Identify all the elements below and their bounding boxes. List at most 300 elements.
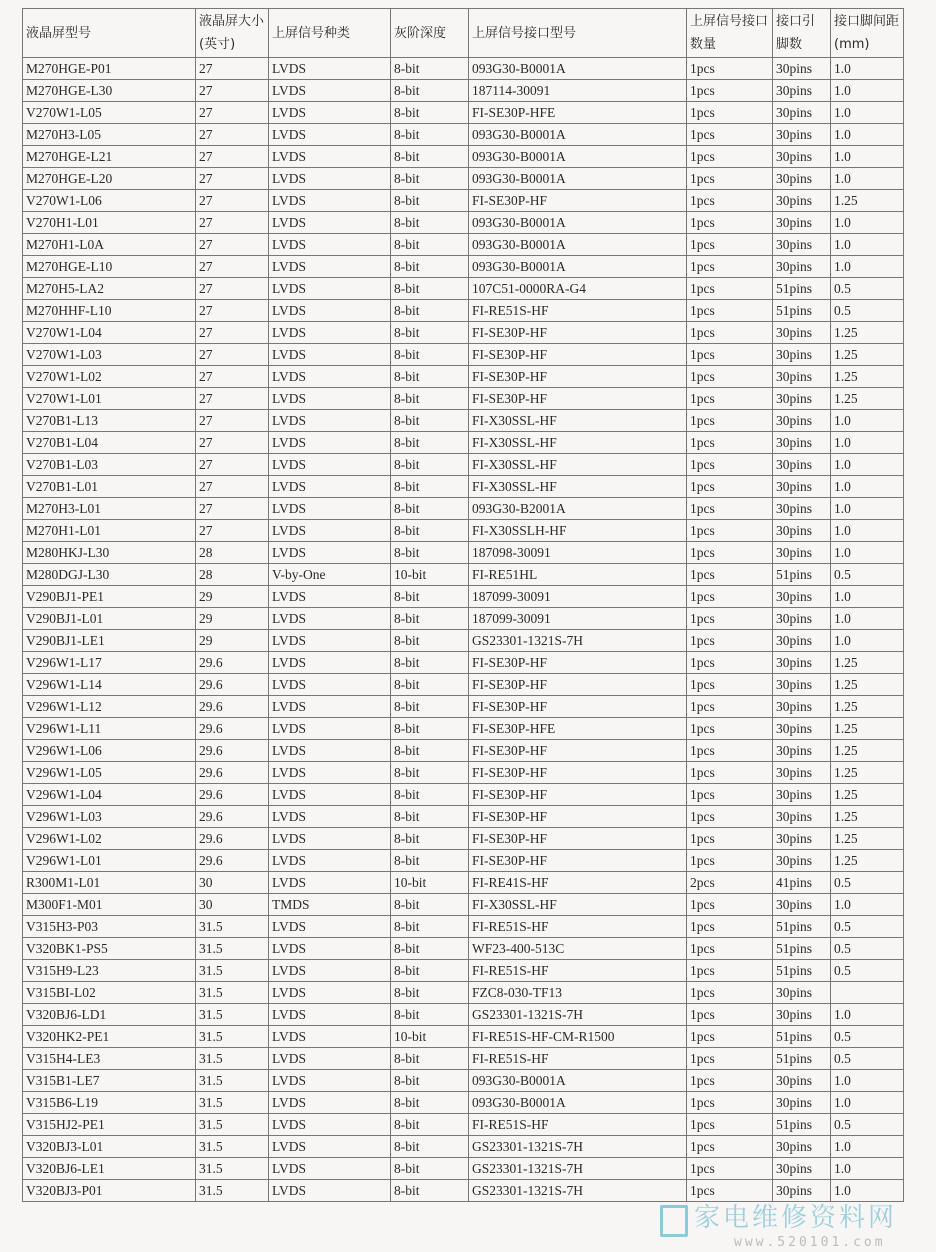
cell-pin-count: 30pins	[773, 234, 831, 256]
table-header	[23, 9, 904, 58]
cell-connector-count: 1pcs	[687, 784, 773, 806]
cell-pin-count: 30pins	[773, 542, 831, 564]
cell-gray-depth: 8-bit	[391, 1180, 469, 1202]
cell-size: 27	[196, 300, 269, 322]
cell-connector-model: FI-RE51S-HF	[469, 916, 687, 938]
cell-model: M270HGE-L20	[23, 168, 196, 190]
cell-gray-depth: 8-bit	[391, 498, 469, 520]
table-row	[23, 740, 904, 762]
cell-signal-type: LVDS	[269, 1092, 391, 1114]
cell-pin-pitch: 1.25	[831, 366, 904, 388]
cell-pin-pitch: 1.25	[831, 828, 904, 850]
cell-connector-count: 1pcs	[687, 652, 773, 674]
cell-model: V270W1-L03	[23, 344, 196, 366]
cell-signal-type: V-by-One	[269, 564, 391, 586]
table-row	[23, 1092, 904, 1114]
cell-connector-model: FI-SE30P-HF	[469, 762, 687, 784]
cell-signal-type: LVDS	[269, 1026, 391, 1048]
cell-signal-type: LVDS	[269, 190, 391, 212]
logo-name: 家电维修资料网	[694, 1203, 898, 1233]
cell-model: V296W1-L02	[23, 828, 196, 850]
cell-size: 29	[196, 586, 269, 608]
cell-connector-count: 1pcs	[687, 146, 773, 168]
cell-connector-count: 1pcs	[687, 828, 773, 850]
cell-pin-pitch: 0.5	[831, 1048, 904, 1070]
cell-pin-count: 30pins	[773, 256, 831, 278]
cell-pin-pitch: 0.5	[831, 1114, 904, 1136]
cell-size: 27	[196, 432, 269, 454]
cell-model: M270HGE-L21	[23, 146, 196, 168]
cell-model: V315HJ2-PE1	[23, 1114, 196, 1136]
cell-signal-type: LVDS	[269, 608, 391, 630]
cell-connector-model: FI-SE30P-HF	[469, 674, 687, 696]
cell-pin-pitch: 1.0	[831, 234, 904, 256]
header-pin-count: 接口引脚数	[773, 9, 831, 58]
cell-connector-count: 1pcs	[687, 234, 773, 256]
cell-pin-pitch: 1.0	[831, 1092, 904, 1114]
table-row	[23, 344, 904, 366]
cell-gray-depth: 8-bit	[391, 168, 469, 190]
cell-pin-pitch: 0.5	[831, 938, 904, 960]
cell-model: V320BJ6-LE1	[23, 1158, 196, 1180]
logo-url: www.520101.com	[734, 1235, 886, 1250]
table-row	[23, 652, 904, 674]
cell-pin-count: 51pins	[773, 960, 831, 982]
cell-connector-model: 093G30-B0001A	[469, 58, 687, 80]
cell-connector-model: FI-SE30P-HF	[469, 784, 687, 806]
cell-model: M280DGJ-L30	[23, 564, 196, 586]
cell-connector-model: 187099-30091	[469, 586, 687, 608]
cell-size: 31.5	[196, 982, 269, 1004]
cell-signal-type: LVDS	[269, 234, 391, 256]
table-row	[23, 718, 904, 740]
cell-connector-count: 1pcs	[687, 586, 773, 608]
table-row	[23, 608, 904, 630]
cell-pin-pitch: 1.0	[831, 102, 904, 124]
cell-pin-pitch: 1.0	[831, 256, 904, 278]
cell-pin-count: 51pins	[773, 564, 831, 586]
cell-size: 27	[196, 520, 269, 542]
cell-model: V315H9-L23	[23, 960, 196, 982]
cell-size: 31.5	[196, 960, 269, 982]
cell-connector-model: 093G30-B0001A	[469, 146, 687, 168]
cell-gray-depth: 8-bit	[391, 586, 469, 608]
cell-connector-model: WF23-400-513C	[469, 938, 687, 960]
cell-connector-model: GS23301-1321S-7H	[469, 1158, 687, 1180]
cell-gray-depth: 8-bit	[391, 762, 469, 784]
table-row	[23, 256, 904, 278]
table-row	[23, 146, 904, 168]
cell-connector-model: FI-RE51S-HF	[469, 1048, 687, 1070]
table-row	[23, 366, 904, 388]
cell-connector-model: FI-X30SSL-HF	[469, 454, 687, 476]
cell-pin-count: 30pins	[773, 498, 831, 520]
cell-pin-count: 30pins	[773, 322, 831, 344]
cell-model: M270HGE-P01	[23, 58, 196, 80]
table-row	[23, 322, 904, 344]
cell-signal-type: LVDS	[269, 740, 391, 762]
cell-connector-count: 1pcs	[687, 454, 773, 476]
cell-size: 27	[196, 256, 269, 278]
cell-model: R300M1-L01	[23, 872, 196, 894]
cell-model: M270H1-L01	[23, 520, 196, 542]
cell-signal-type: LVDS	[269, 476, 391, 498]
cell-signal-type: LVDS	[269, 718, 391, 740]
table-row	[23, 1026, 904, 1048]
cell-pin-pitch: 1.25	[831, 190, 904, 212]
cell-pin-pitch: 0.5	[831, 564, 904, 586]
cell-connector-model: 093G30-B0001A	[469, 256, 687, 278]
cell-connector-model: FI-RE51S-HF	[469, 960, 687, 982]
cell-size: 31.5	[196, 1114, 269, 1136]
cell-gray-depth: 8-bit	[391, 828, 469, 850]
cell-connector-count: 1pcs	[687, 762, 773, 784]
cell-connector-model: GS23301-1321S-7H	[469, 1180, 687, 1202]
cell-connector-model: 187099-30091	[469, 608, 687, 630]
table-row	[23, 542, 904, 564]
cell-gray-depth: 8-bit	[391, 1048, 469, 1070]
cell-gray-depth: 8-bit	[391, 410, 469, 432]
cell-pin-pitch: 1.0	[831, 1070, 904, 1092]
cell-model: M300F1-M01	[23, 894, 196, 916]
table-row	[23, 498, 904, 520]
table-row	[23, 58, 904, 80]
cell-signal-type: LVDS	[269, 1004, 391, 1026]
cell-signal-type: LVDS	[269, 410, 391, 432]
cell-connector-count: 1pcs	[687, 278, 773, 300]
cell-connector-model: 093G30-B2001A	[469, 498, 687, 520]
cell-pin-count: 30pins	[773, 1180, 831, 1202]
cell-connector-count: 1pcs	[687, 1026, 773, 1048]
header-connector-count: 上屏信号接口数量	[687, 9, 773, 58]
table-row	[23, 586, 904, 608]
cell-pin-count: 51pins	[773, 1048, 831, 1070]
cell-gray-depth: 8-bit	[391, 124, 469, 146]
cell-model: V290BJ1-PE1	[23, 586, 196, 608]
cell-gray-depth: 8-bit	[391, 234, 469, 256]
cell-gray-depth: 8-bit	[391, 1158, 469, 1180]
cell-model: V296W1-L17	[23, 652, 196, 674]
cell-pin-count: 30pins	[773, 630, 831, 652]
cell-pin-count: 30pins	[773, 762, 831, 784]
cell-signal-type: LVDS	[269, 366, 391, 388]
cell-connector-model: 187098-30091	[469, 542, 687, 564]
cell-size: 27	[196, 146, 269, 168]
cell-gray-depth: 8-bit	[391, 960, 469, 982]
cell-pin-pitch: 1.0	[831, 608, 904, 630]
cell-signal-type: LVDS	[269, 938, 391, 960]
cell-size: 27	[196, 322, 269, 344]
cell-connector-model: FI-SE30P-HF	[469, 828, 687, 850]
cell-model: M270H5-LA2	[23, 278, 196, 300]
cell-model: V296W1-L05	[23, 762, 196, 784]
cell-pin-pitch: 1.0	[831, 520, 904, 542]
cell-pin-pitch: 1.0	[831, 146, 904, 168]
cell-size: 27	[196, 124, 269, 146]
cell-signal-type: LVDS	[269, 872, 391, 894]
cell-size: 27	[196, 388, 269, 410]
cell-signal-type: LVDS	[269, 300, 391, 322]
cell-gray-depth: 8-bit	[391, 916, 469, 938]
cell-connector-count: 1pcs	[687, 1048, 773, 1070]
cell-signal-type: TMDS	[269, 894, 391, 916]
cell-connector-count: 1pcs	[687, 102, 773, 124]
cell-connector-count: 1pcs	[687, 80, 773, 102]
cell-signal-type: LVDS	[269, 806, 391, 828]
cell-pin-count: 30pins	[773, 432, 831, 454]
logo-book-icon	[660, 1205, 688, 1237]
cell-pin-count: 51pins	[773, 278, 831, 300]
header-connector-model: 上屏信号接口型号	[469, 9, 687, 58]
table-row	[23, 410, 904, 432]
cell-size: 30	[196, 872, 269, 894]
cell-connector-model: 093G30-B0001A	[469, 1070, 687, 1092]
cell-connector-model: FI-X30SSL-HF	[469, 894, 687, 916]
cell-connector-model: FI-SE30P-HF	[469, 388, 687, 410]
cell-connector-count: 1pcs	[687, 1092, 773, 1114]
cell-gray-depth: 8-bit	[391, 454, 469, 476]
cell-size: 27	[196, 58, 269, 80]
cell-connector-count: 1pcs	[687, 498, 773, 520]
cell-signal-type: LVDS	[269, 520, 391, 542]
table-row	[23, 1158, 904, 1180]
cell-gray-depth: 8-bit	[391, 190, 469, 212]
cell-size: 27	[196, 366, 269, 388]
cell-connector-count: 1pcs	[687, 1070, 773, 1092]
cell-connector-count: 1pcs	[687, 58, 773, 80]
cell-connector-model: FI-RE51S-HF	[469, 1114, 687, 1136]
cell-pin-pitch: 1.0	[831, 80, 904, 102]
cell-pin-count: 30pins	[773, 102, 831, 124]
cell-gray-depth: 8-bit	[391, 366, 469, 388]
cell-pin-pitch: 1.0	[831, 1004, 904, 1026]
cell-connector-model: GS23301-1321S-7H	[469, 630, 687, 652]
cell-model: V270W1-L01	[23, 388, 196, 410]
cell-size: 29.6	[196, 828, 269, 850]
cell-gray-depth: 8-bit	[391, 542, 469, 564]
cell-model: V320HK2-PE1	[23, 1026, 196, 1048]
cell-pin-pitch: 1.25	[831, 762, 904, 784]
cell-model: V296W1-L01	[23, 850, 196, 872]
cell-connector-count: 1pcs	[687, 1114, 773, 1136]
cell-connector-count: 1pcs	[687, 256, 773, 278]
cell-pin-pitch: 1.0	[831, 498, 904, 520]
cell-pin-count: 30pins	[773, 190, 831, 212]
cell-size: 28	[196, 564, 269, 586]
table-row	[23, 168, 904, 190]
cell-pin-count: 30pins	[773, 1158, 831, 1180]
cell-connector-count: 1pcs	[687, 432, 773, 454]
cell-connector-count: 1pcs	[687, 124, 773, 146]
cell-gray-depth: 8-bit	[391, 1070, 469, 1092]
cell-pin-pitch: 1.25	[831, 322, 904, 344]
cell-connector-count: 1pcs	[687, 542, 773, 564]
cell-pin-count: 51pins	[773, 1114, 831, 1136]
cell-signal-type: LVDS	[269, 960, 391, 982]
cell-connector-count: 1pcs	[687, 168, 773, 190]
cell-pin-count: 30pins	[773, 674, 831, 696]
cell-size: 29.6	[196, 784, 269, 806]
cell-gray-depth: 8-bit	[391, 718, 469, 740]
cell-size: 27	[196, 410, 269, 432]
cell-connector-count: 1pcs	[687, 850, 773, 872]
cell-size: 27	[196, 168, 269, 190]
header-pin-pitch: 接口脚间距(mm)	[831, 9, 904, 58]
cell-gray-depth: 8-bit	[391, 1114, 469, 1136]
cell-signal-type: LVDS	[269, 762, 391, 784]
cell-signal-type: LVDS	[269, 498, 391, 520]
cell-connector-count: 1pcs	[687, 674, 773, 696]
cell-gray-depth: 8-bit	[391, 476, 469, 498]
cell-model: V296W1-L06	[23, 740, 196, 762]
header-model: 液晶屏型号	[23, 9, 196, 58]
cell-model: V296W1-L11	[23, 718, 196, 740]
cell-connector-model: FI-RE51HL	[469, 564, 687, 586]
table-row	[23, 1114, 904, 1136]
cell-size: 27	[196, 498, 269, 520]
cell-pin-pitch: 1.0	[831, 454, 904, 476]
cell-model: V290BJ1-L01	[23, 608, 196, 630]
cell-pin-count: 30pins	[773, 1136, 831, 1158]
cell-model: M280HKJ-L30	[23, 542, 196, 564]
cell-size: 27	[196, 102, 269, 124]
cell-connector-model: FI-SE30P-HF	[469, 740, 687, 762]
cell-pin-pitch: 1.0	[831, 1136, 904, 1158]
cell-gray-depth: 8-bit	[391, 806, 469, 828]
cell-gray-depth: 8-bit	[391, 520, 469, 542]
cell-signal-type: LVDS	[269, 388, 391, 410]
table-row	[23, 454, 904, 476]
cell-pin-count: 30pins	[773, 344, 831, 366]
cell-pin-count: 30pins	[773, 388, 831, 410]
table-row	[23, 1180, 904, 1202]
cell-gray-depth: 8-bit	[391, 1004, 469, 1026]
cell-model: V270W1-L06	[23, 190, 196, 212]
cell-pin-count: 30pins	[773, 1092, 831, 1114]
cell-signal-type: LVDS	[269, 80, 391, 102]
table-row	[23, 234, 904, 256]
table-row	[23, 190, 904, 212]
cell-connector-model: FI-RE41S-HF	[469, 872, 687, 894]
cell-signal-type: LVDS	[269, 674, 391, 696]
cell-size: 27	[196, 190, 269, 212]
cell-pin-count: 30pins	[773, 366, 831, 388]
cell-pin-pitch: 1.0	[831, 1180, 904, 1202]
cell-model: V270B1-L04	[23, 432, 196, 454]
cell-gray-depth: 8-bit	[391, 740, 469, 762]
cell-signal-type: LVDS	[269, 828, 391, 850]
cell-signal-type: LVDS	[269, 1180, 391, 1202]
cell-pin-pitch: 1.0	[831, 410, 904, 432]
cell-connector-count: 1pcs	[687, 894, 773, 916]
cell-gray-depth: 8-bit	[391, 388, 469, 410]
cell-connector-count: 1pcs	[687, 960, 773, 982]
cell-connector-model: FI-X30SSL-HF	[469, 432, 687, 454]
cell-pin-pitch: 1.0	[831, 630, 904, 652]
cell-connector-count: 1pcs	[687, 982, 773, 1004]
cell-pin-count: 30pins	[773, 740, 831, 762]
cell-connector-count: 1pcs	[687, 1158, 773, 1180]
cell-pin-count: 30pins	[773, 476, 831, 498]
cell-signal-type: LVDS	[269, 432, 391, 454]
cell-pin-pitch: 1.25	[831, 850, 904, 872]
cell-model: V290BJ1-LE1	[23, 630, 196, 652]
cell-pin-pitch: 1.25	[831, 344, 904, 366]
header-signal-type: 上屏信号种类	[269, 9, 391, 58]
cell-model: V315B1-LE7	[23, 1070, 196, 1092]
cell-pin-count: 30pins	[773, 608, 831, 630]
cell-gray-depth: 8-bit	[391, 146, 469, 168]
cell-pin-count: 30pins	[773, 718, 831, 740]
cell-connector-count: 1pcs	[687, 520, 773, 542]
cell-model: V315H4-LE3	[23, 1048, 196, 1070]
table-row	[23, 762, 904, 784]
cell-pin-count: 51pins	[773, 300, 831, 322]
cell-connector-count: 1pcs	[687, 806, 773, 828]
cell-gray-depth: 10-bit	[391, 564, 469, 586]
cell-pin-pitch: 0.5	[831, 872, 904, 894]
cell-size: 30	[196, 894, 269, 916]
cell-signal-type: LVDS	[269, 102, 391, 124]
cell-pin-pitch: 0.5	[831, 278, 904, 300]
cell-connector-count: 1pcs	[687, 1004, 773, 1026]
table-row	[23, 850, 904, 872]
cell-gray-depth: 8-bit	[391, 212, 469, 234]
cell-gray-depth: 8-bit	[391, 982, 469, 1004]
cell-pin-pitch: 1.0	[831, 1158, 904, 1180]
table-row	[23, 102, 904, 124]
cell-size: 27	[196, 344, 269, 366]
cell-signal-type: LVDS	[269, 256, 391, 278]
cell-connector-count: 1pcs	[687, 476, 773, 498]
cell-signal-type: LVDS	[269, 982, 391, 1004]
cell-pin-count: 30pins	[773, 1070, 831, 1092]
table-row	[23, 674, 904, 696]
cell-pin-count: 30pins	[773, 696, 831, 718]
cell-signal-type: LVDS	[269, 58, 391, 80]
cell-connector-model: FI-RE51S-HF-CM-R1500	[469, 1026, 687, 1048]
cell-connector-count: 1pcs	[687, 388, 773, 410]
table-row	[23, 300, 904, 322]
table-row	[23, 212, 904, 234]
table-row	[23, 520, 904, 542]
cell-pin-count: 51pins	[773, 1026, 831, 1048]
table-row	[23, 938, 904, 960]
cell-connector-model: 093G30-B0001A	[469, 234, 687, 256]
table-row	[23, 806, 904, 828]
cell-model: V320BJ3-L01	[23, 1136, 196, 1158]
cell-connector-count: 1pcs	[687, 630, 773, 652]
cell-pin-count: 51pins	[773, 916, 831, 938]
table-row	[23, 960, 904, 982]
cell-connector-count: 1pcs	[687, 410, 773, 432]
cell-signal-type: LVDS	[269, 1158, 391, 1180]
table-row	[23, 388, 904, 410]
table-row	[23, 916, 904, 938]
cell-pin-pitch: 1.25	[831, 740, 904, 762]
cell-gray-depth: 8-bit	[391, 256, 469, 278]
cell-pin-pitch: 0.5	[831, 1026, 904, 1048]
cell-pin-count: 30pins	[773, 652, 831, 674]
cell-size: 28	[196, 542, 269, 564]
cell-size: 29.6	[196, 696, 269, 718]
header-gray-depth: 灰阶深度	[391, 9, 469, 58]
cell-signal-type: LVDS	[269, 652, 391, 674]
cell-size: 27	[196, 454, 269, 476]
cell-size: 29.6	[196, 652, 269, 674]
cell-signal-type: LVDS	[269, 850, 391, 872]
cell-pin-pitch: 1.25	[831, 696, 904, 718]
